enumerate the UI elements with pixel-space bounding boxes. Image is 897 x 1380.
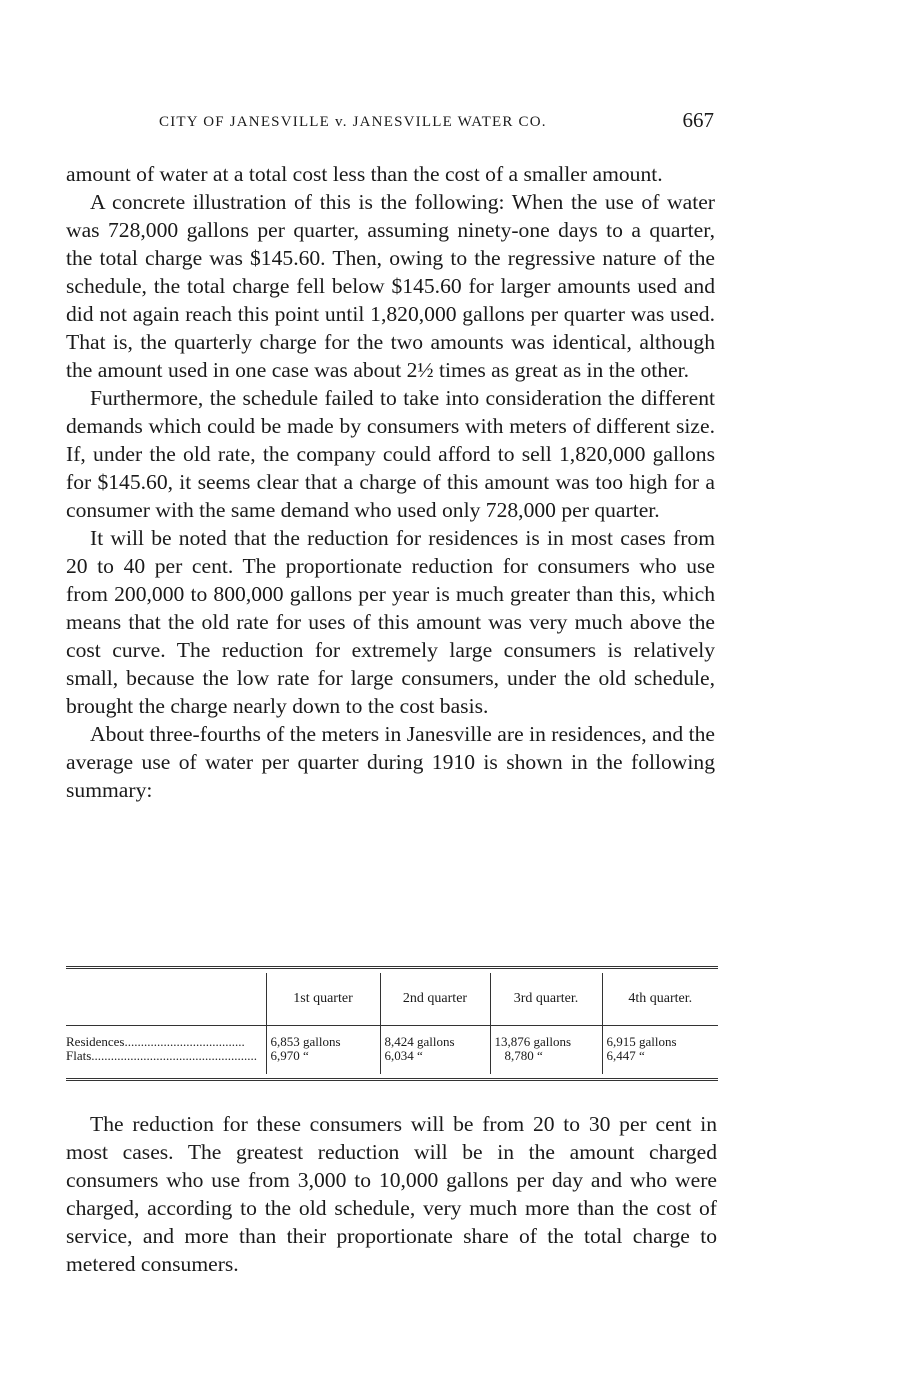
table-cell: 6,853 gallons xyxy=(266,1026,380,1051)
table-cell: 6,447 “ xyxy=(602,1050,718,1074)
water-use-table xyxy=(66,966,718,1081)
table-row xyxy=(66,1026,718,1051)
table-cell: 6,915 gallons xyxy=(602,1026,718,1051)
header-q1: 1st quarter xyxy=(266,973,380,1026)
paragraph-2: A concrete illustration of this is the following: When the use of water was 728,000 gallons per quarter, assuming ninety-one days to a quarter, the total charge was $145.60. Then, owing to the regressive nature of the schedule, the total charge fell below $145.60 for larger amounts used and did not again reach this point until 1,820,000 gallons per quarter was used. That is, the quarterly charge for the two amounts was identical, although the amount used in one case was about 2½ times as great as in the other. xyxy=(66,190,715,382)
header-blank xyxy=(66,973,266,1026)
table-bottom-rule xyxy=(66,1074,718,1081)
paragraph-4: It will be noted that the reduction for residences is in most cases from 20 to 40 per cent. The proportionate reduction for consumers who use from 200,000 to 800,000 gallons per year is much greater than this, which means that the old rate for uses of this amount was very much above the cost curve. The reduction for extremely large consumers is relatively small, because the low rate for large consumers, under the old schedule, brought the charge nearly down to the cost basis. xyxy=(66,526,715,718)
page-number: 667 xyxy=(682,108,714,132)
paragraph-6: The reduction for these consumers will be from 20 to 30 per cent in most cases. The greatest reduction will be in the amount charged consumers who use from 3,000 to 10,000 gallons per day and who were charged, according to the old schedule, very much more than the cost of service, and more than their proportionate share of the total charge to metered consumers. xyxy=(66,1112,717,1276)
closing-text xyxy=(66,1110,717,1278)
table-cell: 8,780 “ xyxy=(490,1050,602,1074)
header-q4: 4th quarter. xyxy=(602,973,718,1026)
page-header xyxy=(66,108,716,140)
paragraph-1: amount of water at a total cost less than the cost of a smaller amount. xyxy=(66,162,663,186)
table-cell: 8,424 gallons xyxy=(380,1026,490,1051)
body-text xyxy=(66,160,715,804)
table-cell: 13,876 gallons xyxy=(490,1026,602,1051)
paragraph-5: About three-fourths of the meters in Janesville are in residences, and the average use of water per quarter during 1910 is shown in the following summary: xyxy=(66,722,715,802)
paragraph-3: Furthermore, the schedule failed to take into consideration the different demands which could be made by consumers with meters of different size. If, under the old rate, the company could afford to sell 1,820,000 gallons for $145.60, it seems clear that a charge of this amount was too high for a consumer with the same demand who used only 728,000 per quarter. xyxy=(66,386,715,522)
table-top-rule xyxy=(66,966,718,973)
table-cell: 6,034 “ xyxy=(380,1050,490,1074)
table-header-row xyxy=(66,973,718,1026)
running-head: CITY OF JANESVILLE v. JANESVILLE WATER CO. xyxy=(159,114,547,130)
table-cell: 6,970 “ xyxy=(266,1050,380,1074)
row-label: Residences..................................... xyxy=(66,1036,245,1048)
table-row xyxy=(66,1050,718,1074)
row-label: Flats................................................... xyxy=(66,1050,258,1062)
header-q2: 2nd quarter xyxy=(380,973,490,1026)
header-q3: 3rd quarter. xyxy=(490,973,602,1026)
